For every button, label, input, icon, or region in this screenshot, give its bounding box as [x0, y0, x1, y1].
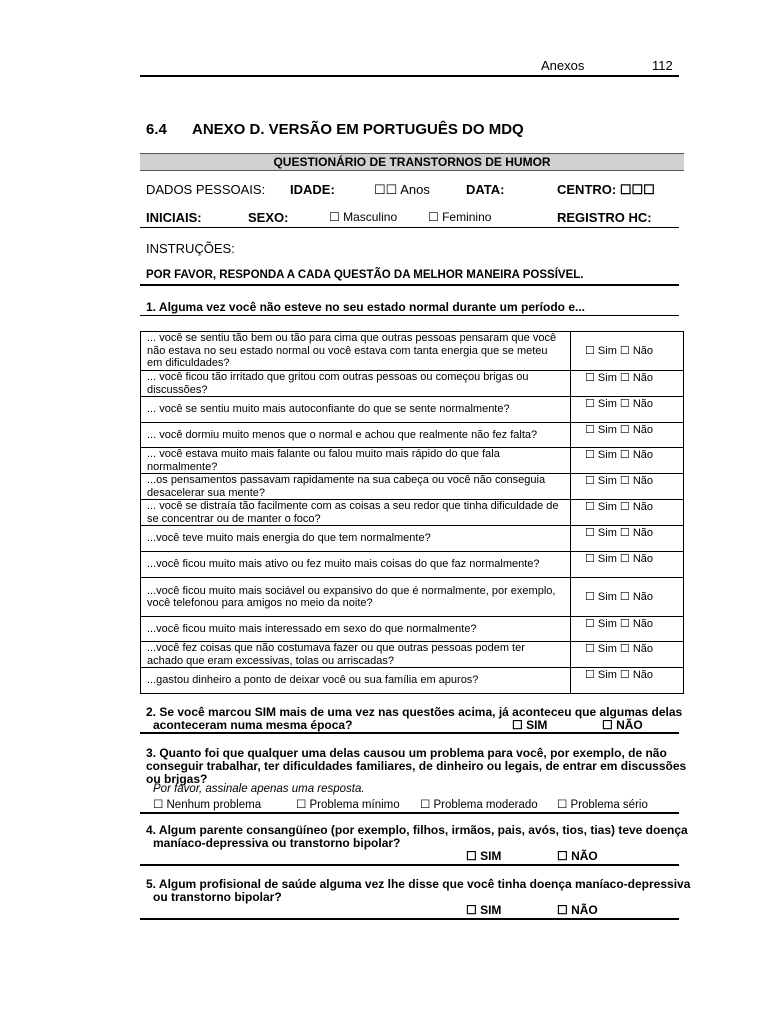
question-5-no-checkbox[interactable]: ☐ NÃO [557, 903, 598, 917]
item-text: ...você ficou muito mais interessado em sexo do que normalmente? [141, 617, 571, 642]
question-1-table [140, 331, 684, 694]
instructions-text: POR FAVOR, RESPONDA A CADA QUESTÃO DA MELHOR MANEIRA POSSÍVEL. [146, 269, 584, 281]
question-5-line1: 5. Algum profisional de saúde alguma vez lhe disse que você tinha doença maníaco-depressiva [146, 877, 691, 891]
questionnaire-title: QUESTIONÁRIO DE TRANSTORNOS DE HUMOR [140, 153, 684, 171]
divider [140, 315, 679, 316]
question-3-line1: 3. Quanto foi que qualquer uma delas causou um problema para você, por exemplo, de não [146, 746, 667, 760]
question-5-line2: ou transtorno bipolar? [153, 890, 282, 904]
yes-no-checkboxes[interactable]: ☐ Sim ☐ Não [571, 617, 684, 642]
yes-no-checkboxes[interactable]: ☐ Sim ☐ Não [571, 500, 684, 526]
personal-data-label: DADOS PESSOAIS: [146, 182, 266, 197]
question-3-line3: ou brigas? [146, 772, 208, 786]
table-row [141, 474, 684, 500]
yes-no-checkboxes[interactable]: ☐ Sim ☐ Não [571, 332, 684, 371]
item-text: ... você dormiu muito menos que o normal e achou que realmente não fez falta? [141, 423, 571, 448]
divider [140, 812, 679, 814]
item-text: ... você se sentiu tão bem ou tão para cima que outras pessoas pensaram que você não estava no seu estado normal ou você estava com tanta energia que se meteu em dificuldades? [141, 332, 571, 371]
question-2-yes-checkbox[interactable]: ☐ SIM [512, 718, 548, 732]
question-4-yes-checkbox[interactable]: ☐ SIM [466, 849, 502, 863]
item-text: ...você ficou muito mais ativo ou fez muito mais coisas do que faz normalmente? [141, 552, 571, 578]
table-row [141, 448, 684, 474]
yes-no-checkboxes[interactable]: ☐ Sim ☐ Não [571, 668, 684, 694]
question-4-line1: 4. Algum parente consangüíneo (por exemplo, filhos, irmãos, pais, avós, tios, tias) teve doença [146, 823, 688, 837]
running-header-section: Anexos [541, 58, 585, 73]
item-text: ...você ficou muito mais sociável ou expansivo do que é normalmente, por exemplo, você telefonou para amigos no meio da noite? [141, 578, 571, 617]
section-title-text: ANEXO D. VERSÃO EM PORTUGUÊS DO MDQ [192, 121, 524, 138]
item-text: ...você fez coisas que não costumava fazer ou que outras pessoas podem ter achado que eram excessivas, tolas ou arriscadas? [141, 642, 571, 668]
question-2-line1: 2. Se você marcou SIM mais de uma vez nas questões acima, já aconteceu que algumas delas [146, 705, 683, 719]
table-row [141, 397, 684, 423]
yes-no-checkboxes[interactable]: ☐ Sim ☐ Não [571, 474, 684, 500]
table-row [141, 642, 684, 668]
table-row [141, 578, 684, 617]
sex-female-checkbox[interactable]: ☐ Feminino [428, 210, 492, 224]
yes-no-checkboxes[interactable]: ☐ Sim ☐ Não [571, 371, 684, 397]
sex-label: SEXO: [248, 210, 289, 225]
divider [140, 284, 679, 286]
item-text: ...gastou dinheiro a ponto de deixar você ou sua família em apuros? [141, 668, 571, 694]
divider [140, 918, 679, 920]
question-3-note: Por favor, assinale apenas uma resposta. [153, 783, 365, 795]
yes-no-checkboxes[interactable]: ☐ Sim ☐ Não [571, 552, 684, 578]
table-row [141, 526, 684, 552]
table-row [141, 423, 684, 448]
item-text: ...você teve muito mais energia do que tem normalmente? [141, 526, 571, 552]
question-2-line2: aconteceram numa mesma época? [153, 718, 353, 732]
item-text: ... você se distraía tão facilmente com as coisas a seu redor que tinha dificuldade de se concentrar ou de manter o foco? [141, 500, 571, 526]
question-2-no-checkbox[interactable]: ☐ NÃO [602, 718, 643, 732]
sex-male-checkbox[interactable]: ☐ Masculino [329, 210, 398, 224]
question-4-line2: maníaco-depressiva ou transtorno bipolar? [153, 836, 401, 850]
option-minor-problem[interactable]: ☐ Problema mínimo [296, 799, 400, 811]
item-text: ...os pensamentos passavam rapidamente na sua cabeça ou você não conseguia desacelerar sua mente? [141, 474, 571, 500]
option-no-problem[interactable]: ☐ Nenhum problema [153, 799, 262, 811]
registry-label: REGISTRO HC: [557, 210, 652, 225]
table-row [141, 500, 684, 526]
item-text: ... você estava muito mais falante ou falou muito mais rápido do que fala normalmente? [141, 448, 571, 474]
center-field[interactable]: CENTRO: ☐☐☐ [557, 182, 655, 197]
table-row [141, 332, 684, 371]
table-row [141, 371, 684, 397]
table-row [141, 552, 684, 578]
option-moderate-problem[interactable]: ☐ Problema moderado [420, 799, 538, 811]
item-text: ... você ficou tão irritado que gritou com outras pessoas ou começou brigas ou discussões? [141, 371, 571, 397]
divider [140, 227, 679, 228]
divider [140, 864, 679, 866]
yes-no-checkboxes[interactable]: ☐ Sim ☐ Não [571, 448, 684, 474]
instructions-label: INSTRUÇÕES: [146, 241, 235, 256]
question-3-line2: conseguir trabalhar, ter dificuldades familiares, de dinheiro ou legais, de entrar em discussões [146, 759, 687, 773]
question-1-title: 1. Alguma vez você não esteve no seu estado normal durante um período e... [146, 300, 586, 314]
age-label: IDADE: [290, 182, 335, 197]
divider [140, 732, 679, 734]
page-number: 112 [652, 58, 673, 73]
age-field[interactable]: ☐☐ Anos [374, 182, 430, 197]
option-serious-problem[interactable]: ☐ Problema sério [557, 799, 648, 811]
question-4-no-checkbox[interactable]: ☐ NÃO [557, 849, 598, 863]
yes-no-checkboxes[interactable]: ☐ Sim ☐ Não [571, 526, 684, 552]
yes-no-checkboxes[interactable]: ☐ Sim ☐ Não [571, 642, 684, 668]
section-title [146, 121, 524, 138]
yes-no-checkboxes[interactable]: ☐ Sim ☐ Não [571, 578, 684, 617]
table-row [141, 617, 684, 642]
table-row [141, 668, 684, 694]
item-text: ... você se sentiu muito mais autoconfiante do que se sente normalmente? [141, 397, 571, 423]
yes-no-checkboxes[interactable]: ☐ Sim ☐ Não [571, 397, 684, 423]
initials-label: INICIAIS: [146, 210, 202, 225]
yes-no-checkboxes[interactable]: ☐ Sim ☐ Não [571, 423, 684, 448]
question-5-yes-checkbox[interactable]: ☐ SIM [466, 903, 502, 917]
section-number: 6.4 [146, 121, 167, 138]
date-label: DATA: [466, 182, 505, 197]
header-rule [140, 75, 679, 77]
